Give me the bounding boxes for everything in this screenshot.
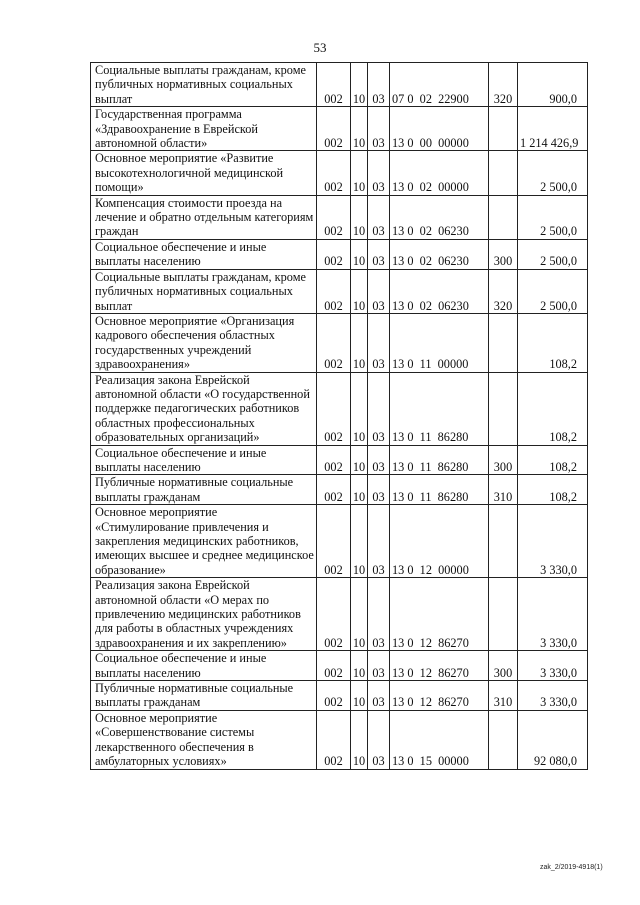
table-row	[91, 313, 588, 372]
table-row	[91, 578, 588, 651]
amount: 2 500,0	[518, 195, 588, 239]
grbs-code: 002	[317, 195, 351, 239]
expense-type-code: 310	[489, 475, 518, 505]
expense-type-code	[489, 372, 518, 445]
expense-type-code: 310	[489, 681, 518, 711]
row-name: Публичные нормативные социальные выплаты гражданам	[91, 681, 317, 711]
amount: 3 330,0	[518, 651, 588, 681]
section-code: 10	[351, 445, 368, 475]
target-article-code: 13 0 11 86280	[390, 445, 489, 475]
target-article-code: 13 0 11 86280	[390, 372, 489, 445]
target-article-code: 13 0 12 86270	[390, 651, 489, 681]
table-row	[91, 651, 588, 681]
target-article-code: 13 0 15 00000	[390, 710, 489, 769]
target-article-code: 13 0 00 00000	[390, 107, 489, 151]
expense-type-code	[489, 107, 518, 151]
expense-type-code	[489, 578, 518, 651]
grbs-code: 002	[317, 651, 351, 681]
grbs-code: 002	[317, 239, 351, 269]
amount: 900,0	[518, 63, 588, 107]
subsection-code: 03	[368, 151, 390, 195]
table-row	[91, 239, 588, 269]
table-row	[91, 445, 588, 475]
amount: 2 500,0	[518, 151, 588, 195]
table-row	[91, 505, 588, 578]
subsection-code: 03	[368, 313, 390, 372]
target-article-code: 07 0 02 22900	[390, 63, 489, 107]
row-name: Социальное обеспечение и иные выплаты населению	[91, 445, 317, 475]
section-code: 10	[351, 475, 368, 505]
section-code: 10	[351, 505, 368, 578]
grbs-code: 002	[317, 269, 351, 313]
subsection-code: 03	[368, 239, 390, 269]
section-code: 10	[351, 313, 368, 372]
expense-type-code: 300	[489, 239, 518, 269]
table-row	[91, 151, 588, 195]
grbs-code: 002	[317, 505, 351, 578]
target-article-code: 13 0 12 00000	[390, 505, 489, 578]
expense-type-code	[489, 195, 518, 239]
table-row	[91, 269, 588, 313]
section-code: 10	[351, 578, 368, 651]
grbs-code: 002	[317, 445, 351, 475]
grbs-code: 002	[317, 63, 351, 107]
table-row	[91, 475, 588, 505]
target-article-code: 13 0 11 86280	[390, 475, 489, 505]
subsection-code: 03	[368, 195, 390, 239]
table-row	[91, 372, 588, 445]
subsection-code: 03	[368, 269, 390, 313]
section-code: 10	[351, 710, 368, 769]
budget-table	[90, 62, 588, 770]
table-row	[91, 710, 588, 769]
expense-type-code: 300	[489, 445, 518, 475]
table-row	[91, 107, 588, 151]
row-name: Основное мероприятие «Совершенствование системы лекарственного обеспечения в амбулаторных условиях»	[91, 710, 317, 769]
grbs-code: 002	[317, 475, 351, 505]
row-name: Государственная программа «Здравоохранение в Еврейской автономной области»	[91, 107, 317, 151]
subsection-code: 03	[368, 372, 390, 445]
subsection-code: 03	[368, 651, 390, 681]
grbs-code: 002	[317, 107, 351, 151]
grbs-code: 002	[317, 372, 351, 445]
row-name: Реализация закона Еврейской автономной области «О государственной поддержке педагогических работников областных профессиональных образовательных организаций»	[91, 372, 317, 445]
amount: 2 500,0	[518, 269, 588, 313]
section-code: 10	[351, 372, 368, 445]
target-article-code: 13 0 12 86270	[390, 681, 489, 711]
grbs-code: 002	[317, 313, 351, 372]
expense-type-code: 320	[489, 63, 518, 107]
row-name: Основное мероприятие «Развитие высокотехнологичной медицинской помощи»	[91, 151, 317, 195]
expense-type-code	[489, 313, 518, 372]
section-code: 10	[351, 195, 368, 239]
grbs-code: 002	[317, 578, 351, 651]
row-name: Социальные выплаты гражданам, кроме публичных нормативных социальных выплат	[91, 63, 317, 107]
expense-type-code	[489, 710, 518, 769]
table-row	[91, 63, 588, 107]
table-row	[91, 195, 588, 239]
grbs-code: 002	[317, 710, 351, 769]
section-code: 10	[351, 151, 368, 195]
amount: 3 330,0	[518, 505, 588, 578]
section-code: 10	[351, 681, 368, 711]
row-name: Реализация закона Еврейской автономной области «О мерах по привлечению медицинских работников для работы в областных учреждениях здравоохранения и их закреплению»	[91, 578, 317, 651]
page-number: 53	[313, 40, 327, 55]
row-name: Основное мероприятие «Организация кадрового обеспечения областных государственных учреждений здравоохранения»	[91, 313, 317, 372]
target-article-code: 13 0 02 00000	[390, 151, 489, 195]
amount: 2 500,0	[518, 239, 588, 269]
amount: 108,2	[518, 313, 588, 372]
target-article-code: 13 0 11 00000	[390, 313, 489, 372]
target-article-code: 13 0 02 06230	[390, 239, 489, 269]
target-article-code: 13 0 02 06230	[390, 269, 489, 313]
expense-type-code: 300	[489, 651, 518, 681]
amount: 92 080,0	[518, 710, 588, 769]
expense-type-code	[489, 505, 518, 578]
amount: 3 330,0	[518, 578, 588, 651]
row-name: Компенсация стоимости проезда на лечение и обратно отдельным категориям граждан	[91, 195, 317, 239]
grbs-code: 002	[317, 681, 351, 711]
amount: 108,2	[518, 372, 588, 445]
table-row	[91, 681, 588, 711]
amount: 108,2	[518, 445, 588, 475]
grbs-code: 002	[317, 151, 351, 195]
section-code: 10	[351, 239, 368, 269]
amount: 1 214 426,9	[518, 107, 588, 151]
subsection-code: 03	[368, 107, 390, 151]
section-code: 10	[351, 651, 368, 681]
subsection-code: 03	[368, 475, 390, 505]
section-code: 10	[351, 269, 368, 313]
amount: 108,2	[518, 475, 588, 505]
subsection-code: 03	[368, 681, 390, 711]
expense-type-code	[489, 151, 518, 195]
subsection-code: 03	[368, 578, 390, 651]
row-name: Социальное обеспечение и иные выплаты населению	[91, 239, 317, 269]
subsection-code: 03	[368, 63, 390, 107]
row-name: Публичные нормативные социальные выплаты гражданам	[91, 475, 317, 505]
expense-type-code: 320	[489, 269, 518, 313]
subsection-code: 03	[368, 710, 390, 769]
target-article-code: 13 0 02 06230	[390, 195, 489, 239]
section-code: 10	[351, 63, 368, 107]
row-name: Социальные выплаты гражданам, кроме публичных нормативных социальных выплат	[91, 269, 317, 313]
amount: 3 330,0	[518, 681, 588, 711]
row-name: Основное мероприятие «Стимулирование привлечения и закрепления медицинских работников, имеющих высшее и среднее медицинское образование»	[91, 505, 317, 578]
section-code: 10	[351, 107, 368, 151]
document-footer-code: zak_2/2019-4918(1)	[540, 864, 603, 871]
subsection-code: 03	[368, 445, 390, 475]
row-name: Социальное обеспечение и иные выплаты населению	[91, 651, 317, 681]
target-article-code: 13 0 12 86270	[390, 578, 489, 651]
subsection-code: 03	[368, 505, 390, 578]
